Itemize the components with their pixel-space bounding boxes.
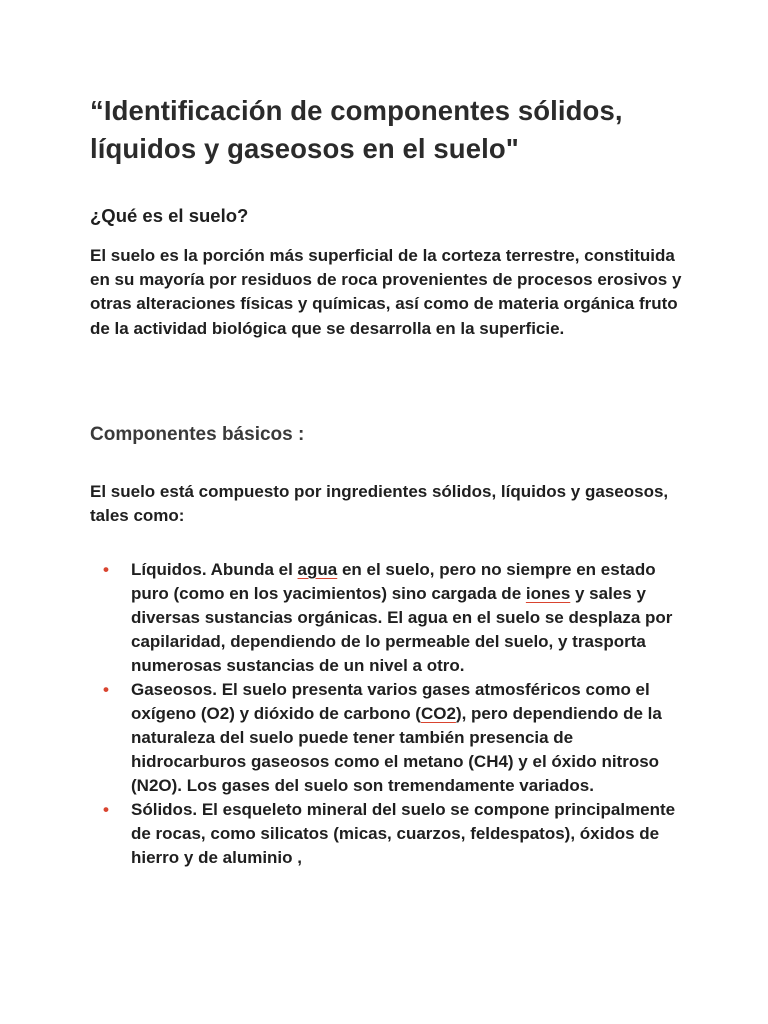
link-iones[interactable]: iones (525, 584, 571, 603)
bullet-icon: • (103, 800, 109, 819)
document-page (90, 92, 690, 867)
list-item-liquids (90, 558, 690, 678)
list-item-text: en el suelo, pero no siempre en estado puro (como en los yacimientos) sino cargada de (131, 560, 656, 603)
document-title: “Identificación de componentes sólidos, líquidos y gaseosos en el suelo" (90, 95, 623, 164)
section-heading-basic-components: Componentes básicos : (90, 424, 305, 445)
link-agua[interactable]: agua (297, 560, 338, 579)
list-item-text: ), pero dependiendo de la naturaleza del suelo puede tener también presencia de hidrocarburos gaseosos como el metano (CH4) y el óxido nitroso (N2O). Los gases del suelo son tremendamente variados. (131, 704, 662, 795)
components-list (90, 558, 690, 870)
lead-paragraph: El suelo está compuesto por ingredientes sólidos, líquidos y gaseosos, tales como: (90, 482, 669, 526)
list-item-text: Líquidos. Abunda el (131, 560, 298, 579)
list-item-gases (90, 678, 690, 798)
section-heading-what-is-soil: ¿Qué es el suelo? (90, 205, 249, 226)
list-item-solids (90, 798, 690, 870)
bullet-icon: • (103, 680, 109, 699)
list-item-text: y sales y diversas sustancias orgánicas. El agua en el suelo se desplaza por capilaridad, dependiendo de lo permeable del suelo, y trasporta numerosas sustancias de un nivel a otro. (131, 584, 673, 675)
link-co2[interactable]: CO2 (420, 704, 456, 723)
intro-paragraph: El suelo es la porción más superficial de la corteza terrestre, constituida en su mayoría por residuos de roca provenientes de procesos erosivos y otras alteraciones físicas y químicas, así como de materia orgánica fruto de la actividad biológica que se desarrolla en la superficie. (90, 246, 682, 338)
list-item-text: Sólidos. El esqueleto mineral del suelo se compone principalmente de rocas, como silicatos (micas, cuarzos, feldespatos), óxidos de hierro y de aluminio , (131, 800, 676, 867)
list-item-text: Gaseosos. El suelo presenta varios gases atmosféricos como el oxígeno (O2) y dióxido de carbono ( (131, 680, 650, 723)
bullet-icon: • (103, 560, 109, 579)
